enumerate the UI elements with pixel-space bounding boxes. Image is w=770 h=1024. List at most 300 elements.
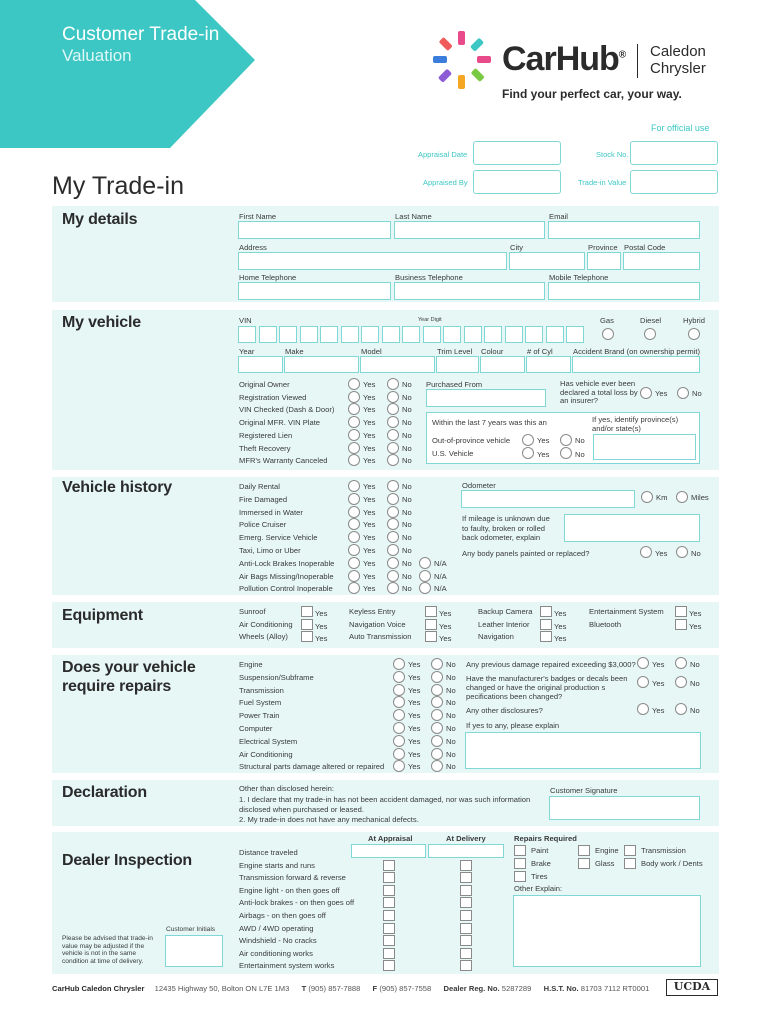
equipment-item-checkbox[interactable] xyxy=(425,631,437,642)
vehicle-check-label: Original MFR. VIN Plate xyxy=(239,418,321,428)
repair-item-no-label: No xyxy=(446,660,456,669)
footer-reg-value: 5287289 xyxy=(501,984,532,993)
equipment-item-label: Bluetooth xyxy=(589,619,622,629)
history-item-yes-label: Yes xyxy=(363,558,376,568)
trade-in-value-label: Trade-in Value xyxy=(578,178,627,187)
first-name-field[interactable] xyxy=(238,221,391,239)
equipment-item-label: Leather Interior xyxy=(478,619,530,629)
us-yes-label: Yes xyxy=(537,450,550,459)
footer-hst-label: H.S.T. No. xyxy=(543,984,579,993)
official-use-title: For official use xyxy=(651,123,710,133)
repairs-required-label: Repairs Required xyxy=(514,834,577,843)
at-appraisal-label: At Appraisal xyxy=(368,834,413,843)
year-label: Year xyxy=(239,347,255,356)
vin-char-box[interactable] xyxy=(320,326,338,343)
colour-label: Colour xyxy=(481,347,504,356)
history-item-na-label: N/A xyxy=(434,584,447,594)
history-item-yes-label: Yes xyxy=(363,520,376,530)
footer xyxy=(52,984,722,996)
gas-radio[interactable] xyxy=(602,328,614,340)
equipment-item-label: Auto Transmission xyxy=(349,632,412,641)
vin-char-box[interactable] xyxy=(566,326,584,343)
year-digit-label: Year Digit xyxy=(418,317,442,323)
history-item-yes-radio[interactable] xyxy=(348,544,360,556)
appraisal-checkbox[interactable] xyxy=(383,948,395,959)
repair-item-label: Power Train xyxy=(239,711,280,721)
history-item-no-label: No xyxy=(402,494,412,504)
history-item-yes-radio[interactable] xyxy=(348,506,360,518)
vin-char-box[interactable] xyxy=(423,326,441,343)
equipment-item-checkbox[interactable] xyxy=(540,619,552,630)
km-radio[interactable] xyxy=(641,491,653,503)
vehicle-check-yes-label: Yes xyxy=(363,380,376,389)
repairs-title-2: require repairs xyxy=(62,678,172,695)
hybrid-radio[interactable] xyxy=(688,328,700,340)
delivery-checkbox[interactable] xyxy=(460,923,472,934)
history-item-na-label: N/A xyxy=(434,571,447,581)
mileage-explain-field[interactable] xyxy=(564,514,700,542)
equipment-item-label: Air Conditioning xyxy=(239,619,293,629)
postal-code-field[interactable] xyxy=(623,252,700,270)
vehicle-check-no-label: No xyxy=(402,430,412,440)
delivery-checkbox[interactable] xyxy=(460,935,472,946)
other-explain-label: Other Explain: xyxy=(514,884,563,893)
inspection-item-label: Engine light - on then goes off xyxy=(239,885,340,895)
home-tel-label: Home Telephone xyxy=(239,273,297,282)
equipment-item-yes: Yes xyxy=(554,621,567,631)
repairs-title-1: Does your vehicle xyxy=(62,659,196,676)
inspection-item-label: Airbags - on then goes off xyxy=(239,911,326,920)
repair-required-checkbox[interactable] xyxy=(624,845,636,856)
vehicle-check-no-radio[interactable] xyxy=(387,442,399,454)
vehicle-check-no-label: No xyxy=(402,405,412,415)
repair-required-label: Body work / Dents xyxy=(641,858,703,868)
appraisal-checkbox[interactable] xyxy=(383,910,395,921)
repair-item-no-label: No xyxy=(446,736,456,746)
vehicle-check-yes-label: Yes xyxy=(363,418,376,428)
prev-damage-yes-radio[interactable] xyxy=(637,657,649,669)
repair-item-yes-radio[interactable] xyxy=(393,722,405,734)
repair-required-checkbox[interactable] xyxy=(514,871,526,882)
total-loss-yes-label: Yes xyxy=(655,389,668,398)
other-disclosures-label: Any other disclosures? xyxy=(466,706,543,715)
business-tel-field[interactable] xyxy=(394,282,545,300)
ucda-badge: UCDA xyxy=(666,979,718,996)
history-item-yes-radio[interactable] xyxy=(348,570,360,582)
model-label: Model xyxy=(361,347,382,356)
delivery-checkbox[interactable] xyxy=(460,872,472,883)
history-item-yes-label: Yes xyxy=(363,482,376,491)
trade-in-value-field[interactable] xyxy=(630,170,718,194)
history-item-no-radio[interactable] xyxy=(387,544,399,556)
repair-item-no-radio[interactable] xyxy=(431,684,443,696)
explain-field[interactable] xyxy=(465,732,701,769)
vehicle-check-no-label: No xyxy=(402,443,412,453)
oop-yes-radio[interactable] xyxy=(522,434,534,446)
repair-required-label: Tires xyxy=(531,871,548,881)
history-item-label: Immersed in Water xyxy=(239,507,303,517)
equipment-item-checkbox[interactable] xyxy=(425,606,437,617)
repair-item-yes-radio[interactable] xyxy=(393,735,405,747)
postal-code-label: Postal Code xyxy=(624,243,666,252)
vehicle-check-yes-radio[interactable] xyxy=(348,429,360,441)
equipment-item-yes: Yes xyxy=(315,609,328,618)
footer-f-label: F xyxy=(372,984,378,993)
appraised-by-label: Appraised By xyxy=(423,178,468,187)
vin-char-box[interactable] xyxy=(484,326,502,343)
tagline: Find your perfect car, your way. xyxy=(502,87,682,101)
equipment-item-label: Backup Camera xyxy=(478,607,533,616)
repair-required-checkbox[interactable] xyxy=(624,858,636,869)
equipment-item-yes: Yes xyxy=(439,609,452,618)
equipment-item-label: Navigation xyxy=(478,632,514,641)
dealer-title: Dealer Inspection xyxy=(62,852,192,869)
repair-item-no-radio[interactable] xyxy=(431,722,443,734)
year-field[interactable] xyxy=(238,356,283,373)
repair-required-checkbox[interactable] xyxy=(514,858,526,869)
first-name-label: First Name xyxy=(239,212,277,221)
vehicle-check-label: Registration Viewed xyxy=(239,392,307,402)
vin-char-box[interactable] xyxy=(525,326,543,343)
history-item-na-radio[interactable] xyxy=(419,557,431,569)
total-loss-no-radio[interactable] xyxy=(677,387,689,399)
appraisal-checkbox[interactable] xyxy=(383,897,395,908)
vehicle-check-no-label: No xyxy=(402,380,412,389)
prev-damage-no-radio[interactable] xyxy=(675,657,687,669)
vin-char-box[interactable] xyxy=(546,326,564,343)
repair-required-label: Engine xyxy=(595,846,619,855)
delivery-distance-field[interactable] xyxy=(428,844,504,858)
home-tel-field[interactable] xyxy=(238,282,391,300)
total-loss-label: Has vehicle ever been declared a total loss by an insurer? xyxy=(560,379,638,405)
repair-item-yes-label: Yes xyxy=(408,724,421,733)
inspection-item-label: Air conditioning works xyxy=(239,948,313,958)
vehicle-check-yes-radio[interactable] xyxy=(348,378,360,390)
vin-label: VIN xyxy=(239,316,252,325)
vehicle-check-yes-radio[interactable] xyxy=(348,442,360,454)
disclosures-no-label: No xyxy=(690,706,700,715)
odometer-label: Odometer xyxy=(462,481,496,490)
history-item-yes-label: Yes xyxy=(363,546,376,555)
accident-brand-field[interactable] xyxy=(572,356,700,373)
vin-char-box[interactable] xyxy=(238,326,256,343)
inspection-item-label: Engine starts and runs xyxy=(239,860,315,870)
vehicle-check-yes-radio[interactable] xyxy=(348,416,360,428)
body-panels-label: Any body panels painted or replaced? xyxy=(462,549,590,558)
inspection-item-label: Windshield - No cracks xyxy=(239,936,317,946)
appraisal-checkbox[interactable] xyxy=(383,935,395,946)
body-panels-no-label: No xyxy=(691,549,701,558)
appraisal-checkbox[interactable] xyxy=(383,885,395,896)
colour-field[interactable] xyxy=(480,356,525,373)
history-item-no-radio[interactable] xyxy=(387,570,399,582)
repair-item-no-label: No xyxy=(446,698,456,708)
last-name-field[interactable] xyxy=(394,221,545,239)
repair-item-no-radio[interactable] xyxy=(431,748,443,760)
history-item-label: Emerg. Service Vehicle xyxy=(239,533,318,543)
history-item-yes-radio[interactable] xyxy=(348,480,360,492)
delivery-checkbox[interactable] xyxy=(460,948,472,959)
vin-char-box[interactable] xyxy=(443,326,461,343)
repair-item-label: Computer xyxy=(239,724,273,733)
repair-item-yes-radio[interactable] xyxy=(393,658,405,670)
disclosures-yes-label: Yes xyxy=(652,706,665,715)
inspection-item-label: AWD / 4WD operating xyxy=(239,923,314,933)
repair-item-no-radio[interactable] xyxy=(431,658,443,670)
email-field[interactable] xyxy=(548,221,700,239)
hybrid-label: Hybrid xyxy=(683,316,705,325)
footer-hst-value: 81703 7112 RT0001 xyxy=(580,984,650,993)
badges-yes-radio[interactable] xyxy=(637,676,649,688)
mobile-tel-label: Mobile Telephone xyxy=(549,273,609,282)
vehicle-check-yes-label: Yes xyxy=(363,392,376,402)
equipment-item-yes: Yes xyxy=(439,634,452,643)
city-label: City xyxy=(510,243,524,252)
footer-reg-label: Dealer Reg. No. xyxy=(443,984,500,993)
repair-item-no-label: No xyxy=(446,749,456,759)
equipment-item-label: Navigation Voice xyxy=(349,619,406,629)
vehicle-check-no-radio[interactable] xyxy=(387,429,399,441)
logo-wordmark: CarHub® xyxy=(502,40,626,78)
odometer-field[interactable] xyxy=(461,490,635,508)
history-item-na-label: N/A xyxy=(434,558,447,568)
stock-no-field[interactable] xyxy=(630,141,718,165)
body-panels-no-radio[interactable] xyxy=(676,546,688,558)
mileage-unknown-label: If mileage is unknown due to faulty, broken or rolled back odometer, explain xyxy=(462,514,550,542)
equipment-item-checkbox[interactable] xyxy=(425,619,437,630)
repair-item-no-label: No xyxy=(446,685,456,695)
business-tel-label: Business Telephone xyxy=(395,273,463,282)
vin-char-box[interactable] xyxy=(279,326,297,343)
vin-char-box[interactable] xyxy=(341,326,359,343)
vehicle-check-no-radio[interactable] xyxy=(387,391,399,403)
trim-field[interactable] xyxy=(436,356,479,373)
history-item-yes-radio[interactable] xyxy=(348,493,360,505)
logo-divider xyxy=(637,44,638,78)
history-item-label: Fire Damaged xyxy=(239,494,288,504)
repair-required-label: Brake xyxy=(531,858,551,868)
vin-char-box[interactable] xyxy=(402,326,420,343)
vehicle-check-no-label: No xyxy=(402,418,412,428)
equipment-item-yes: Yes xyxy=(689,609,702,618)
vin-char-box[interactable] xyxy=(382,326,400,343)
appraisal-checkbox[interactable] xyxy=(383,860,395,871)
mobile-tel-field[interactable] xyxy=(548,282,700,300)
province-state-field[interactable] xyxy=(593,434,696,460)
repair-item-yes-label: Yes xyxy=(408,698,421,708)
repair-required-checkbox[interactable] xyxy=(514,845,526,856)
repair-item-no-label: No xyxy=(446,762,456,772)
oop-no-radio[interactable] xyxy=(560,434,572,446)
history-item-no-label: No xyxy=(402,571,412,581)
banner-subtitle: Valuation xyxy=(62,46,132,65)
equipment-item-checkbox[interactable] xyxy=(540,631,552,642)
repair-item-no-radio[interactable] xyxy=(431,735,443,747)
accident-brand-label: Accident Brand (on ownership permit) xyxy=(573,347,701,356)
diesel-label: Diesel xyxy=(640,316,662,325)
repair-required-label: Paint xyxy=(531,846,549,855)
purchased-from-field[interactable] xyxy=(426,389,546,407)
delivery-checkbox[interactable] xyxy=(460,885,472,896)
page-title: My Trade-in xyxy=(52,172,184,200)
equipment-item-checkbox[interactable] xyxy=(301,619,313,630)
prev-damage-yes-label: Yes xyxy=(652,660,665,669)
trim-label: Trim Level xyxy=(437,347,473,356)
address-label: Address xyxy=(239,243,267,252)
vehicle-check-yes-label: Yes xyxy=(363,456,376,466)
history-item-no-radio[interactable] xyxy=(387,493,399,505)
equipment-title: Equipment xyxy=(62,607,143,624)
repair-required-checkbox[interactable] xyxy=(578,858,590,869)
customer-initials-label: Customer Initials xyxy=(166,926,216,933)
equipment-item-checkbox[interactable] xyxy=(675,619,687,630)
appraisal-checkbox[interactable] xyxy=(383,872,395,883)
history-item-no-label: No xyxy=(402,533,412,543)
badges-no-label: No xyxy=(690,679,700,688)
history-item-label: Daily Rental xyxy=(239,482,280,491)
total-loss-no-label: No xyxy=(692,389,702,398)
appraisal-checkbox[interactable] xyxy=(383,960,395,971)
vehicle-check-label: MFR's Warranty Canceled xyxy=(239,456,328,466)
other-explain-field[interactable] xyxy=(513,895,701,967)
equipment-item-yes: Yes xyxy=(439,621,452,631)
advise-text: Please be advised that trade-in value may be adjusted if the vehicle is not in the same condition at time of delivery. xyxy=(62,935,153,965)
history-item-yes-radio[interactable] xyxy=(348,557,360,569)
declaration-intro: Other than disclosed herein: xyxy=(239,784,334,793)
history-item-no-label: No xyxy=(402,507,412,517)
history-item-no-radio[interactable] xyxy=(387,506,399,518)
repair-item-label: Air Conditioning xyxy=(239,749,293,759)
equipment-item-checkbox[interactable] xyxy=(540,606,552,617)
repair-item-yes-radio[interactable] xyxy=(393,748,405,760)
us-no-label: No xyxy=(575,450,585,459)
vehicle-check-no-radio[interactable] xyxy=(387,378,399,390)
equipment-item-checkbox[interactable] xyxy=(301,631,313,642)
vehicle-check-yes-radio[interactable] xyxy=(348,391,360,403)
history-item-label: Police Cruiser xyxy=(239,520,287,530)
us-yes-radio[interactable] xyxy=(522,447,534,459)
repair-item-yes-label: Yes xyxy=(408,711,421,721)
if-yes-province-label: If yes, identify province(s) and/or state(s) xyxy=(592,415,679,433)
inspection-item-label: Entertainment system works xyxy=(239,961,335,971)
explain-label: If yes to any, please explain xyxy=(466,721,560,730)
repair-item-no-label: No xyxy=(446,711,456,721)
repair-item-yes-label: Yes xyxy=(408,762,421,772)
vehicle-check-no-label: No xyxy=(402,392,412,402)
email-label: Email xyxy=(549,212,568,221)
badges-no-radio[interactable] xyxy=(675,676,687,688)
footer-f-value: (905) 857-7558 xyxy=(379,984,432,993)
customer-signature-field[interactable] xyxy=(549,796,700,820)
miles-radio[interactable] xyxy=(676,491,688,503)
address-field[interactable] xyxy=(238,252,507,270)
history-item-label: Air Bags Missing/Inoperable xyxy=(239,571,334,581)
declaration-title: Declaration xyxy=(62,784,147,801)
repair-item-yes-radio[interactable] xyxy=(393,684,405,696)
repair-item-label: Engine xyxy=(239,660,263,669)
make-field[interactable] xyxy=(284,356,359,373)
vehicle-check-label: VIN Checked (Dash & Door) xyxy=(239,405,335,415)
appraisal-distance-field[interactable] xyxy=(351,844,426,858)
province-label: Province xyxy=(588,243,618,252)
repair-item-yes-label: Yes xyxy=(408,685,421,695)
oop-label: Out-of-province vehicle xyxy=(432,436,511,445)
equipment-item-yes: Yes xyxy=(554,634,567,643)
vin-char-box[interactable] xyxy=(505,326,523,343)
logo-mark-icon xyxy=(432,30,492,90)
repair-item-yes-radio[interactable] xyxy=(393,671,405,683)
disclosures-no-radio[interactable] xyxy=(675,703,687,715)
delivery-checkbox[interactable] xyxy=(460,897,472,908)
history-item-no-label: No xyxy=(402,558,412,568)
province-field[interactable] xyxy=(587,252,621,270)
header-banner xyxy=(0,0,260,148)
repair-item-no-radio[interactable] xyxy=(431,671,443,683)
history-item-yes-label: Yes xyxy=(363,533,376,543)
prev-damage-label: Any previous damage repaired exceeding $3,000? xyxy=(466,660,636,669)
city-field[interactable] xyxy=(509,252,585,270)
gas-label: Gas xyxy=(600,316,614,325)
us-no-radio[interactable] xyxy=(560,447,572,459)
repair-required-label: Glass xyxy=(595,858,615,868)
total-loss-yes-radio[interactable] xyxy=(640,387,652,399)
appraisal-date-field[interactable] xyxy=(473,141,561,165)
disclosures-yes-radio[interactable] xyxy=(637,703,649,715)
model-field[interactable] xyxy=(360,356,435,373)
repair-item-label: Transmission xyxy=(239,685,284,695)
appraised-by-field[interactable] xyxy=(473,170,561,194)
banner-title: Customer Trade-in xyxy=(62,24,220,45)
equipment-item-label: Entertainment System xyxy=(589,607,664,616)
equipment-item-checkbox[interactable] xyxy=(301,606,313,617)
repair-required-checkbox[interactable] xyxy=(578,845,590,856)
footer-t-value: (905) 857-7888 xyxy=(308,984,361,993)
vin-char-box[interactable] xyxy=(259,326,277,343)
history-item-no-label: No xyxy=(402,546,412,555)
equipment-item-checkbox[interactable] xyxy=(675,606,687,617)
history-item-no-radio[interactable] xyxy=(387,480,399,492)
within7-label: Within the last 7 years was this an xyxy=(432,418,547,427)
cyl-field[interactable] xyxy=(526,356,571,373)
delivery-checkbox[interactable] xyxy=(460,960,472,971)
vin-char-box[interactable] xyxy=(361,326,379,343)
diesel-radio[interactable] xyxy=(644,328,656,340)
customer-initials-field[interactable] xyxy=(165,935,223,967)
history-item-label: Taxi, Limo or Uber xyxy=(239,546,301,555)
delivery-checkbox[interactable] xyxy=(460,910,472,921)
vin-char-box[interactable] xyxy=(464,326,482,343)
vehicle-check-label: Registered Lien xyxy=(239,430,293,440)
history-item-na-radio[interactable] xyxy=(419,570,431,582)
declaration-line1: 1. I declare that my trade-in has not been accident damaged, nor was such information disclosed when purchased or leased. xyxy=(239,795,531,814)
delivery-checkbox[interactable] xyxy=(460,860,472,871)
repair-item-no-label: No xyxy=(446,724,456,733)
prev-damage-no-label: No xyxy=(690,660,700,669)
inspection-item-label: Distance traveled xyxy=(239,848,298,857)
vin-char-box[interactable] xyxy=(300,326,318,343)
footer-t-label: T xyxy=(301,984,307,993)
vehicle-check-no-radio[interactable] xyxy=(387,416,399,428)
body-panels-yes-radio[interactable] xyxy=(640,546,652,558)
repair-item-label: Fuel System xyxy=(239,698,282,708)
equipment-item-label: Sunroof xyxy=(239,607,266,616)
history-item-no-label: No xyxy=(402,482,412,491)
equipment-item-label: Keyless Entry xyxy=(349,607,396,616)
repair-item-yes-label: Yes xyxy=(408,660,421,669)
dealer-name-2: Chrysler xyxy=(650,60,706,77)
appraisal-checkbox[interactable] xyxy=(383,923,395,934)
history-item-no-radio[interactable] xyxy=(387,557,399,569)
